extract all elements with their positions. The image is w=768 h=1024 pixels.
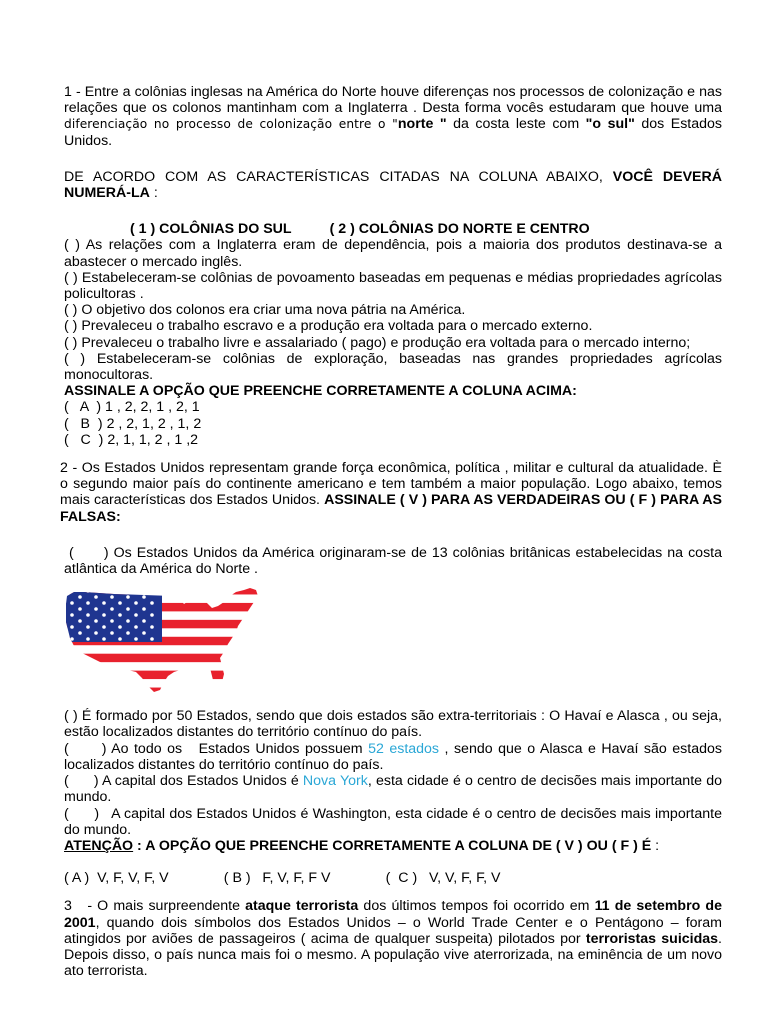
q3-date: 11 de setembro de 2001 — [64, 898, 722, 931]
q3-ataque: ataque terrorista — [245, 898, 359, 915]
flag-star — [150, 613, 154, 617]
q1-item: ( ) Prevaleceu o trabalho escravo e a produção era voltada para o mercado externo. — [64, 318, 593, 335]
flag-star — [150, 589, 154, 593]
flag-star — [86, 601, 90, 605]
flag-star — [126, 607, 130, 611]
flag-star — [150, 601, 154, 605]
flag-star — [94, 595, 98, 599]
q1-item: ( ) Estabeleceram-se colônias de povoamento baseadas em pequenas e médias propriedades agrícolas policultoras . — [64, 269, 722, 303]
flag-star — [86, 637, 90, 641]
flag-star — [118, 589, 122, 593]
flag-star — [126, 595, 130, 599]
q2-item4-blue: Nova York — [302, 773, 368, 790]
q1-intro-small: diferenciação no processo de colonização entre o " — [64, 117, 398, 132]
flag-star — [94, 631, 98, 635]
q2-item3-end: , sendo que o Alasca e Havaí são estados localizados distantes do território contínuo do país. — [64, 740, 722, 773]
q2-atencao — [64, 838, 722, 854]
flag-star — [142, 631, 146, 635]
flag-star — [118, 613, 122, 617]
q3-text-c: dos últimos tempos foi ocorrido em — [358, 898, 595, 915]
worksheet — [60, 84, 726, 980]
q2-item3-text: ( ) Ao todo os Estados Unidos possuem — [64, 740, 369, 757]
q2-atencao-colon: : — [651, 837, 660, 854]
q2-intro-bold: ASSINALE ( V ) PARA AS VERDADEIRAS OU ( F ) PARA AS FALSAS: — [60, 492, 722, 525]
flag-star — [142, 607, 146, 611]
flag-star — [94, 607, 98, 611]
q1-intro-mid: da costa leste com — [446, 116, 586, 133]
flag-star — [70, 601, 74, 605]
flag-star — [126, 619, 130, 623]
flag-star — [134, 637, 138, 641]
flag-star — [126, 631, 130, 635]
q1-instruction-text: DE ACORDO COM AS CARACTERÍSTICAS CITADAS NA COLUNA ABAIXO, — [64, 168, 613, 185]
q1-option: ( B ) 2 , 2, 1, 2 , 1, 2 — [64, 415, 202, 432]
flag-star — [86, 613, 90, 617]
q3-text — [64, 898, 722, 979]
flag-star — [150, 637, 154, 641]
flag-star — [102, 601, 106, 605]
q1-intro — [64, 84, 722, 149]
q2-options: ( A ) V, F, V, F, V ( B ) F, V, F, F V ( C ) V, V, F, F, V — [64, 870, 501, 887]
q1-intro-end: dos Estados Unidos. — [64, 116, 722, 149]
q2-intro-text: 2 - Os Estados Unidos representam grande força econômica, política , militar e cultural da atualidade. È o segundo maior país do continente americano e tem também a maior população. Logo abaixo, temos mais características dos Estados Unidos. — [60, 460, 722, 509]
q1-instruction — [64, 169, 722, 201]
flag-star — [78, 607, 82, 611]
flag-star — [134, 625, 138, 629]
q1-option: ( A ) 1 , 2, 2, 1 , 2, 1 — [64, 399, 200, 416]
flag-star — [102, 613, 106, 617]
q2-item — [64, 773, 722, 805]
flag-star — [70, 589, 74, 593]
q2-item4-text: ( ) A capital dos Estados Unidos é — [64, 773, 303, 790]
flag-star — [78, 595, 82, 599]
q2-atencao-text: : A OPÇÃO QUE PREENCHE CORRETAMENTE A COLUNA DE ( V ) OU ( F ) É — [133, 837, 652, 854]
q1-instruction-colon: : — [149, 185, 158, 202]
q2-item3-blue: 52 estados — [368, 740, 440, 757]
usa-map-flag-icon — [64, 586, 722, 696]
flag-red-stripe — [64, 688, 274, 696]
q1-intro-text: 1 - Entre a colônias inglesas na América do Norte houve diferenças nos processos de colonização e nas relações que os colonos mantinham com a Inglaterra . Desta forma vocês estudaram que houve uma — [64, 84, 722, 117]
flag-star — [118, 601, 122, 605]
q3-text-e: , quando dois símbolos dos Estados Unidos – o World Trade Center e o Pentágono – foram atingidos por aviões de passageiros ( acima de qualquer suspeita) pilotados por — [64, 914, 722, 947]
flag-star — [118, 637, 122, 641]
flag-star — [70, 613, 74, 617]
q1-option: ( C ) 2, 1, 1, 2 , 1 ,2 — [64, 431, 199, 448]
flag-star — [102, 637, 106, 641]
q1-intro-sul: "o sul" — [585, 116, 635, 133]
flag-star — [142, 619, 146, 623]
q2-item: ( ) Os Estados Unidos da América originaram-se de 13 colônias britânicas estabelecidas na costa atlântica da América do Norte . — [64, 544, 726, 578]
flag-star — [102, 589, 106, 593]
q1-item: ( ) Prevaleceu o trabalho livre e assalariado ( pago) e produção era voltada para o mercado interno; — [64, 334, 691, 351]
flag-star — [110, 631, 114, 635]
q3-suicidas: terroristas suicidas — [585, 930, 719, 947]
flag-star — [78, 619, 82, 623]
flag-star — [118, 625, 122, 629]
flag-star — [150, 625, 154, 629]
flag-star — [70, 625, 74, 629]
flag-star — [86, 625, 90, 629]
flag-star — [102, 625, 106, 629]
flag-star — [78, 631, 82, 635]
usa-flag-map — [64, 586, 274, 696]
flag-star — [134, 589, 138, 593]
q1-item: ( ) O objetivo dos colonos era criar uma nova pátria na América. — [64, 302, 466, 319]
q1-instruction-bold: VOCÊ DEVERÁ NUMERÁ-LA — [64, 168, 722, 202]
flag-star — [110, 607, 114, 611]
flag-star — [134, 601, 138, 605]
q1-item: ( ) As relações com a Inglaterra eram de dependência, pois a maioria dos produtos destinava-se a abastecer o mercado inglês. — [64, 237, 722, 270]
q1-item: ( ) Estabeleceram-se colônias de exploração, baseadas nas grandes propriedades agrícolas monocultoras. — [64, 350, 722, 384]
q1-assinale: ASSINALE A OPÇÃO QUE PREENCHE CORRETAMENTE A COLUNA ACIMA: — [64, 383, 577, 400]
q1-col-south: ( 1 ) COLÔNIAS DO SUL — [130, 221, 292, 238]
flag-red-stripe — [64, 671, 274, 679]
q1-intro-norte: norte " — [397, 116, 447, 133]
flag-star — [70, 637, 74, 641]
flag-star — [134, 613, 138, 617]
flag-star — [110, 595, 114, 599]
flag-star — [110, 619, 114, 623]
q2-item4-end: , esta cidade é o centro de decisões mais importante do mundo. — [64, 773, 722, 806]
flag-red-stripe — [64, 654, 274, 662]
flag-star — [142, 595, 146, 599]
flag-star — [86, 589, 90, 593]
q2-intro — [60, 460, 722, 525]
q2-item: ( ) É formado por 50 Estados, sendo que dois estados são extra-territoriais : O Havaí e Alasca , ou seja, estão localizados distantes do território contínuo do país. — [64, 708, 722, 741]
flag-star — [94, 619, 98, 623]
q2-item: ( ) A capital dos Estados Unidos é Washington, esta cidade é o centro de decisões mais importante do mundo. — [64, 805, 726, 838]
q3-text-a: 3 - O mais surpreendente — [64, 898, 246, 915]
q2-item — [64, 741, 722, 773]
q2-atencao-label: ATENÇÃO — [64, 837, 134, 854]
q1-column-headers — [64, 221, 722, 237]
q1-col-north: ( 2 ) COLÔNIAS DO NORTE E CENTRO — [329, 221, 590, 238]
q3-text-g: . Depois disso, o país nunca mais foi o mesmo. A população vive aterrorizada, na eminência de um novo ato terrorista. — [64, 930, 722, 980]
